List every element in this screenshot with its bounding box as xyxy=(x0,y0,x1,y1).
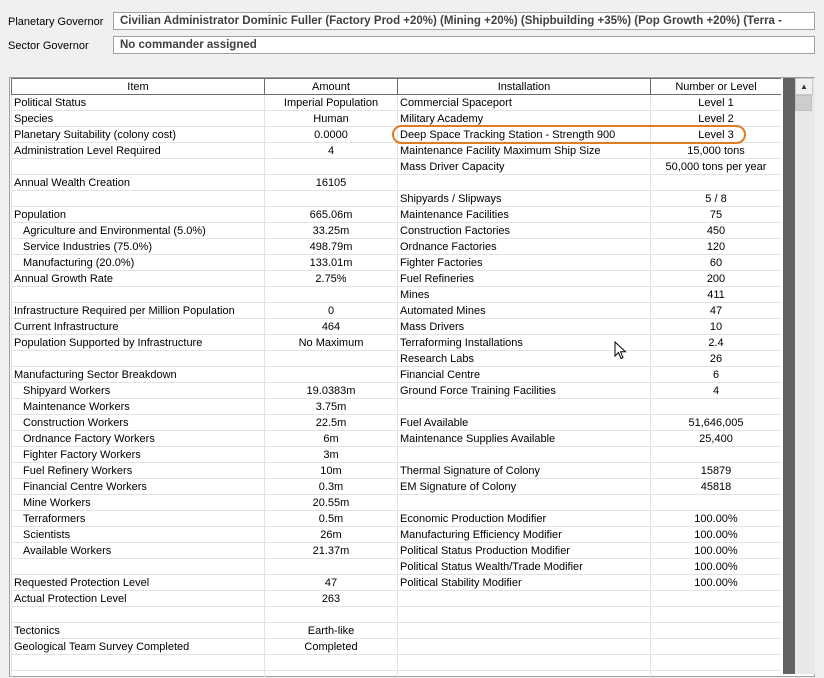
amount-cell: 19.0383m xyxy=(265,383,398,399)
amount-cell: 133.01m xyxy=(265,255,398,271)
level-cell xyxy=(651,607,782,623)
level-cell xyxy=(651,623,782,639)
level-cell: 411 xyxy=(651,287,782,303)
installation-cell: Deep Space Tracking Station - Strength 900 xyxy=(398,127,651,143)
amount-cell: 47 xyxy=(265,575,398,591)
item-cell: Terraformers xyxy=(12,511,265,527)
installation-cell: Automated Mines xyxy=(398,303,651,319)
table-row[interactable] xyxy=(12,415,782,431)
table-row[interactable] xyxy=(12,431,782,447)
amount-cell: 21.37m xyxy=(265,543,398,559)
installation-cell xyxy=(398,671,651,678)
table-row[interactable] xyxy=(12,335,782,351)
table-row[interactable] xyxy=(12,543,782,559)
amount-cell: 2.75% xyxy=(265,271,398,287)
item-cell: Planetary Suitability (colony cost) xyxy=(12,127,265,143)
level-cell: Level 1 xyxy=(651,95,782,111)
item-cell: Manufacturing (20.0%) xyxy=(12,255,265,271)
col-header-item[interactable]: Item xyxy=(12,79,265,95)
table-row[interactable] xyxy=(12,239,782,255)
table-row[interactable] xyxy=(12,319,782,335)
installation-cell: Ground Force Training Facilities xyxy=(398,383,651,399)
table-row[interactable] xyxy=(12,367,782,383)
level-cell: 25,400 xyxy=(651,431,782,447)
item-cell: Manufacturing Sector Breakdown xyxy=(12,367,265,383)
amount-cell: 3m xyxy=(265,447,398,463)
item-cell xyxy=(12,655,265,671)
amount-cell xyxy=(265,159,398,175)
table-row[interactable] xyxy=(12,511,782,527)
item-cell xyxy=(12,159,265,175)
amount-cell: No Maximum xyxy=(265,335,398,351)
installation-cell: Military Academy xyxy=(398,111,651,127)
item-cell: Population Supported by Infrastructure xyxy=(12,335,265,351)
table-row[interactable] xyxy=(12,207,782,223)
level-cell: 120 xyxy=(651,239,782,255)
item-cell: Agriculture and Environmental (5.0%) xyxy=(12,223,265,239)
item-cell: Requested Protection Level xyxy=(12,575,265,591)
level-cell: 6 xyxy=(651,367,782,383)
table-row[interactable] xyxy=(12,495,782,511)
item-cell: Infrastructure Required per Million Population xyxy=(12,303,265,319)
amount-cell xyxy=(265,351,398,367)
level-cell: Level 2 xyxy=(651,111,782,127)
level-cell: 75 xyxy=(651,207,782,223)
item-cell: Political Status xyxy=(12,95,265,111)
table-row[interactable] xyxy=(12,527,782,543)
item-cell: Scientists xyxy=(12,527,265,543)
level-cell: 100.00% xyxy=(651,527,782,543)
amount-cell: 10m xyxy=(265,463,398,479)
installation-cell: Terraforming Installations xyxy=(398,335,651,351)
installation-cell: Maintenance Facility Maximum Ship Size xyxy=(398,143,651,159)
installation-cell: Mines xyxy=(398,287,651,303)
table-row[interactable] xyxy=(12,623,782,639)
table-row[interactable] xyxy=(12,191,782,207)
level-cell: 4 xyxy=(651,383,782,399)
item-cell: Species xyxy=(12,111,265,127)
installation-cell: Mass Driver Capacity xyxy=(398,159,651,175)
installation-cell xyxy=(398,623,651,639)
table-row[interactable] xyxy=(12,351,782,367)
table-row[interactable] xyxy=(12,447,782,463)
amount-cell: Completed xyxy=(265,639,398,655)
table-row[interactable] xyxy=(12,399,782,415)
item-cell: Construction Workers xyxy=(12,415,265,431)
item-cell: Tectonics xyxy=(12,623,265,639)
sector-governor-label: Sector Governor xyxy=(8,40,89,52)
amount-cell: 0.0000 xyxy=(265,127,398,143)
amount-cell: 0.3m xyxy=(265,479,398,495)
item-cell: Service Industries (75.0%) xyxy=(12,239,265,255)
table-row[interactable] xyxy=(12,383,782,399)
vertical-scrollbar[interactable] xyxy=(795,78,815,674)
triangle-up-icon: ▲ xyxy=(800,82,808,91)
item-cell xyxy=(12,607,265,623)
sector-governor-field[interactable]: No commander assigned xyxy=(113,36,815,54)
installation-cell xyxy=(398,175,651,191)
amount-cell: 20.55m xyxy=(265,495,398,511)
table-row[interactable] xyxy=(12,639,782,655)
level-cell xyxy=(651,671,782,678)
item-cell xyxy=(12,559,265,575)
amount-cell xyxy=(265,671,398,678)
level-cell xyxy=(651,447,782,463)
col-header-amount[interactable]: Amount xyxy=(265,79,398,95)
installation-cell: Political Status Production Modifier xyxy=(398,543,651,559)
amount-cell xyxy=(265,607,398,623)
installation-cell: Fuel Available xyxy=(398,415,651,431)
table-row[interactable] xyxy=(12,671,782,678)
item-cell xyxy=(12,191,265,207)
amount-cell: 263 xyxy=(265,591,398,607)
table-row[interactable] xyxy=(12,255,782,271)
col-header-installation[interactable]: Installation xyxy=(398,79,651,95)
installation-cell xyxy=(398,639,651,655)
planetary-governor-label: Planetary Governor xyxy=(8,16,103,28)
amount-cell: 0.5m xyxy=(265,511,398,527)
item-cell: Population xyxy=(12,207,265,223)
col-header-level[interactable]: Number or Level xyxy=(651,79,782,95)
table-row[interactable] xyxy=(12,559,782,575)
amount-cell: Earth-like xyxy=(265,623,398,639)
level-cell: 47 xyxy=(651,303,782,319)
level-cell: 45818 xyxy=(651,479,782,495)
installation-cell: Ordnance Factories xyxy=(398,239,651,255)
item-cell: Fighter Factory Workers xyxy=(12,447,265,463)
level-cell: 10 xyxy=(651,319,782,335)
item-cell xyxy=(12,351,265,367)
level-cell: 15879 xyxy=(651,463,782,479)
amount-cell xyxy=(265,191,398,207)
item-cell: Ordnance Factory Workers xyxy=(12,431,265,447)
summary-table xyxy=(11,78,781,678)
amount-cell: Human xyxy=(265,111,398,127)
item-cell: Annual Growth Rate xyxy=(12,271,265,287)
item-cell: Administration Level Required xyxy=(12,143,265,159)
installation-cell: Construction Factories xyxy=(398,223,651,239)
level-cell xyxy=(651,495,782,511)
level-cell: 450 xyxy=(651,223,782,239)
installation-cell: Fuel Refineries xyxy=(398,271,651,287)
table-row[interactable] xyxy=(12,575,782,591)
amount-cell: 6m xyxy=(265,431,398,447)
installation-cell xyxy=(398,399,651,415)
level-cell: 100.00% xyxy=(651,559,782,575)
level-cell: 200 xyxy=(651,271,782,287)
table-row[interactable] xyxy=(12,591,782,607)
item-cell xyxy=(12,671,265,678)
level-cell: 100.00% xyxy=(651,511,782,527)
level-cell: 100.00% xyxy=(651,543,782,559)
installation-cell: Economic Production Modifier xyxy=(398,511,651,527)
table-row[interactable] xyxy=(12,271,782,287)
item-cell: Shipyard Workers xyxy=(12,383,265,399)
planetary-governor-field[interactable]: Civilian Administrator Dominic Fuller (Factory Prod +20%) (Mining +20%) (Shipbuilding +35%) (Pop Growth +20%) (Terra - xyxy=(113,12,815,30)
amount-cell xyxy=(265,287,398,303)
table-row[interactable] xyxy=(12,143,782,159)
installation-cell: Political Status Wealth/Trade Modifier xyxy=(398,559,651,575)
amount-cell: Imperial Population xyxy=(265,95,398,111)
table-row[interactable] xyxy=(12,175,782,191)
installation-cell xyxy=(398,607,651,623)
installation-cell: Maintenance Supplies Available xyxy=(398,431,651,447)
level-cell xyxy=(651,591,782,607)
installation-cell: Shipyards / Slipways xyxy=(398,191,651,207)
amount-cell: 3.75m xyxy=(265,399,398,415)
amount-cell: 498.79m xyxy=(265,239,398,255)
table-row[interactable] xyxy=(12,303,782,319)
amount-cell: 33.25m xyxy=(265,223,398,239)
installation-cell xyxy=(398,655,651,671)
level-cell: 15,000 tons xyxy=(651,143,782,159)
table-row[interactable] xyxy=(12,223,782,239)
table-row[interactable] xyxy=(12,159,782,175)
table-row[interactable] xyxy=(12,655,782,671)
installation-cell: Manufacturing Efficiency Modifier xyxy=(398,527,651,543)
level-cell: 26 xyxy=(651,351,782,367)
amount-cell: 4 xyxy=(265,143,398,159)
installation-cell xyxy=(398,495,651,511)
amount-cell: 665.06m xyxy=(265,207,398,223)
table-row[interactable] xyxy=(12,287,782,303)
level-cell: Level 3 xyxy=(651,127,782,143)
level-cell: 5 / 8 xyxy=(651,191,782,207)
amount-cell: 0 xyxy=(265,303,398,319)
table-row[interactable] xyxy=(12,95,782,111)
installation-cell: Political Stability Modifier xyxy=(398,575,651,591)
level-cell: 51,646,005 xyxy=(651,415,782,431)
amount-cell: 464 xyxy=(265,319,398,335)
item-cell: Maintenance Workers xyxy=(12,399,265,415)
level-cell xyxy=(651,639,782,655)
amount-cell xyxy=(265,655,398,671)
item-cell: Mine Workers xyxy=(12,495,265,511)
item-cell xyxy=(12,287,265,303)
amount-cell: 16105 xyxy=(265,175,398,191)
item-cell: Available Workers xyxy=(12,543,265,559)
level-cell: 60 xyxy=(651,255,782,271)
item-cell: Fuel Refinery Workers xyxy=(12,463,265,479)
installation-cell: Mass Drivers xyxy=(398,319,651,335)
level-cell xyxy=(651,175,782,191)
amount-cell xyxy=(265,559,398,575)
installation-cell xyxy=(398,447,651,463)
level-cell xyxy=(651,399,782,415)
installation-cell: Commercial Spaceport xyxy=(398,95,651,111)
installation-cell: Financial Centre xyxy=(398,367,651,383)
installation-cell xyxy=(398,591,651,607)
level-cell: 2.4 xyxy=(651,335,782,351)
scroll-thumb[interactable] xyxy=(795,95,812,111)
installation-cell: Thermal Signature of Colony xyxy=(398,463,651,479)
installation-cell: Research Labs xyxy=(398,351,651,367)
item-cell: Financial Centre Workers xyxy=(12,479,265,495)
scroll-up-button[interactable] xyxy=(795,78,813,95)
grid-scroll-track xyxy=(783,78,795,674)
table-row[interactable] xyxy=(12,607,782,623)
amount-cell: 22.5m xyxy=(265,415,398,431)
table-row[interactable] xyxy=(12,463,782,479)
level-cell: 100.00% xyxy=(651,575,782,591)
item-cell: Actual Protection Level xyxy=(12,591,265,607)
installation-cell: Fighter Factories xyxy=(398,255,651,271)
item-cell: Geological Team Survey Completed xyxy=(12,639,265,655)
level-cell: 50,000 tons per year xyxy=(651,159,782,175)
amount-cell xyxy=(265,367,398,383)
item-cell: Current Infrastructure xyxy=(12,319,265,335)
summary-grid xyxy=(11,78,781,678)
level-cell xyxy=(651,655,782,671)
highlight-annotation xyxy=(392,125,746,144)
installation-cell: Maintenance Facilities xyxy=(398,207,651,223)
header-row xyxy=(12,79,782,95)
amount-cell: 26m xyxy=(265,527,398,543)
item-cell: Annual Wealth Creation xyxy=(12,175,265,191)
table-row[interactable] xyxy=(12,479,782,495)
installation-cell: EM Signature of Colony xyxy=(398,479,651,495)
mouse-pointer-icon xyxy=(614,341,628,361)
